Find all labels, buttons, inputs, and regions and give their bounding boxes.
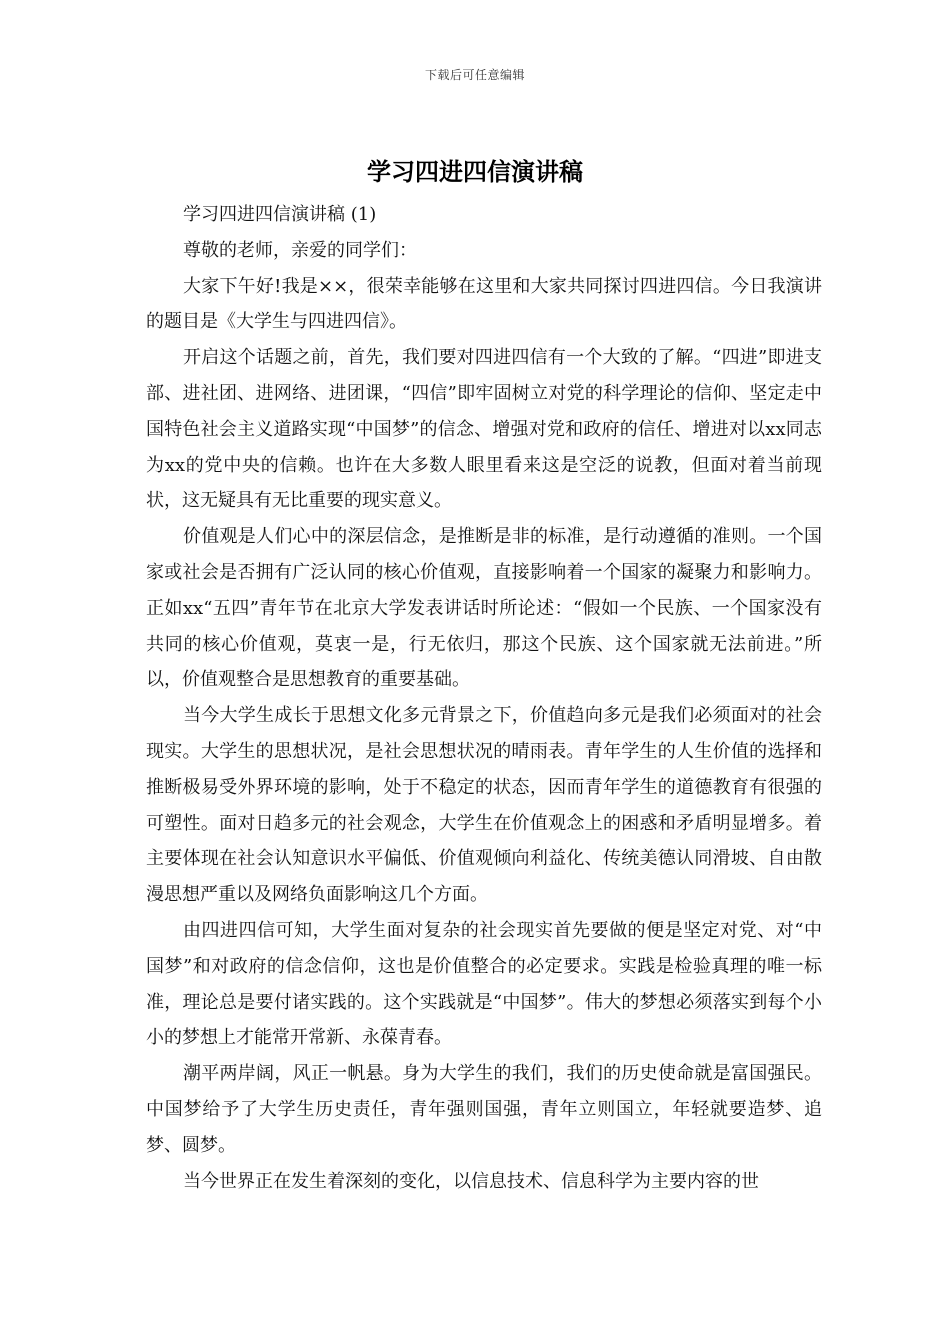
body-paragraph: 大家下午好!我是××，很荣幸能够在这里和大家共同探讨四进四信。今日我演讲的题目是《大学生与四进四信》。 <box>146 275 822 333</box>
body-paragraph: 潮平两岸阔，风正一帆悬。身为大学生的我们，我们的历史使命就是富国强民。中国梦给予了大学生历史责任，青年强则国强，青年立则国立，年轻就要造梦、追梦、圆梦。 <box>146 1063 822 1156</box>
body-paragraph: 开启这个话题之前，首先，我们要对四进四信有一个大致的了解。“四进”即进支部、进社团、进网络、进团课，“四信”即牢固树立对党的科学理论的信仰、坚定走中国特色社会主义道路实现“中国梦”的信念、增强对党和政府的信任、增进对以xx同志为xx的党中央的信赖。也许在大多数人眼里看来这是空泛的说教，但面对着当前现状，这无疑具有无比重要的现实意义。 <box>146 347 822 512</box>
header-note: 下载后可任意编辑 <box>424 68 525 82</box>
body-paragraph: 当今世界正在发生着深刻的变化，以信息技术、信息科学为主要内容的世 <box>183 1170 759 1192</box>
body-paragraph: 由四进四信可知，大学生面对复杂的社会现实首先要做的便是坚定对党、对“中国梦”和对政府的信念信仰，这也是价值整合的必定要求。实践是检验真理的唯一标准，理论总是要付诸实践的。这个实践就是“中国梦”。伟大的梦想必须落实到每个小小的梦想上才能常开常新、永葆青春。 <box>146 919 822 1049</box>
body-paragraph: 价值观是人们心中的深层信念，是推断是非的标准，是行动遵循的准则。一个国家或社会是否拥有广泛认同的核心价值观，直接影响着一个国家的凝聚力和影响力。正如xx“五四”青年节在北京大学发表讲话时所论述：“假如一个民族、一个国家没有共同的核心价值观，莫衷一是，行无依归，那这个民族、这个国家就无法前进。”所以，价值观整合是思想教育的重要基础。 <box>146 526 822 691</box>
document-body <box>146 197 822 1199</box>
subtitle-paragraph: 学习四进四信演讲稿 (1) <box>183 204 377 225</box>
greeting-paragraph: 尊敬的老师，亲爱的同学们： <box>183 239 417 261</box>
body-paragraph: 当今大学生成长于思想文化多元背景之下，价值趋向多元是我们必须面对的社会现实。大学生的思想状况，是社会思想状况的晴雨表。青年学生的人生价值的选择和推断极易受外界环境的影响，处于不稳定的状态，因而青年学生的道德教育有很强的可塑性。面对日趋多元的社会观念，大学生在价值观念上的困惑和矛盾明显增多。着主要体现在社会认知意识水平偏低、价值观倾向利益化、传统美德认同滑坡、自由散漫思想严重以及网络负面影响这几个方面。 <box>146 705 822 906</box>
document-title: 学习四进四信演讲稿 <box>367 157 583 186</box>
